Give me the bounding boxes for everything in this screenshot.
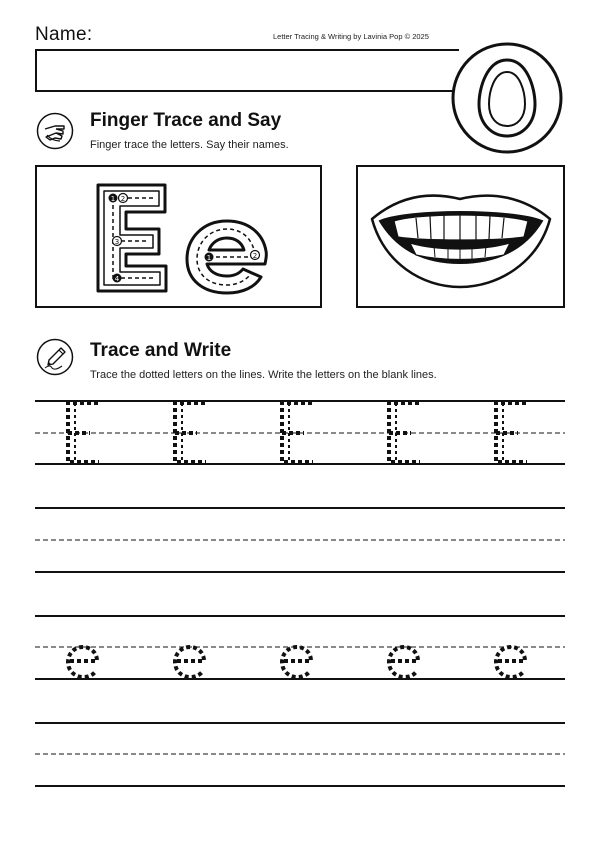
dotted-lowercase-e — [389, 647, 418, 677]
stroke-number-1: 1 — [110, 195, 116, 203]
picture-panel — [356, 165, 565, 308]
finger-trace-subtitle: Finger trace the letters. Say their names. — [90, 139, 289, 151]
credit-text: Letter Tracing & Writing by Lavinia Pop © 2025 — [273, 32, 429, 41]
lowercase-trace-row[interactable] — [68, 647, 525, 677]
dotted-lowercase-e — [68, 647, 97, 677]
dotted-lowercase-e — [282, 647, 311, 677]
pencil-icon — [36, 338, 74, 376]
trace-write-subtitle: Trace the dotted letters on the lines. Write the letters on the blank lines. — [90, 369, 437, 381]
dotted-lowercase-e — [496, 647, 525, 677]
trace-write-title: Trace and Write — [90, 340, 232, 361]
letters-panel — [35, 165, 322, 308]
dotted-lowercase-e — [175, 647, 204, 677]
stroke-number-2: 2 — [120, 195, 126, 203]
finger-trace-title: Finger Trace and Say — [90, 110, 282, 131]
trace-letters-graphic — [37, 167, 320, 306]
egg-outline-icon — [449, 40, 565, 156]
pointing-hand-icon — [36, 112, 74, 150]
name-input-box[interactable] — [35, 49, 459, 92]
stroke-number-3: 3 — [114, 238, 120, 246]
stroke-number-4: 4 — [114, 275, 120, 283]
svg-text:1: 1 — [206, 254, 212, 262]
writing-lines[interactable] — [0, 390, 600, 800]
name-label: Name: — [35, 24, 93, 45]
svg-text:2: 2 — [252, 252, 258, 260]
smiling-mouth-picture — [358, 167, 563, 306]
uppercase-trace-row[interactable] — [68, 403, 527, 462]
